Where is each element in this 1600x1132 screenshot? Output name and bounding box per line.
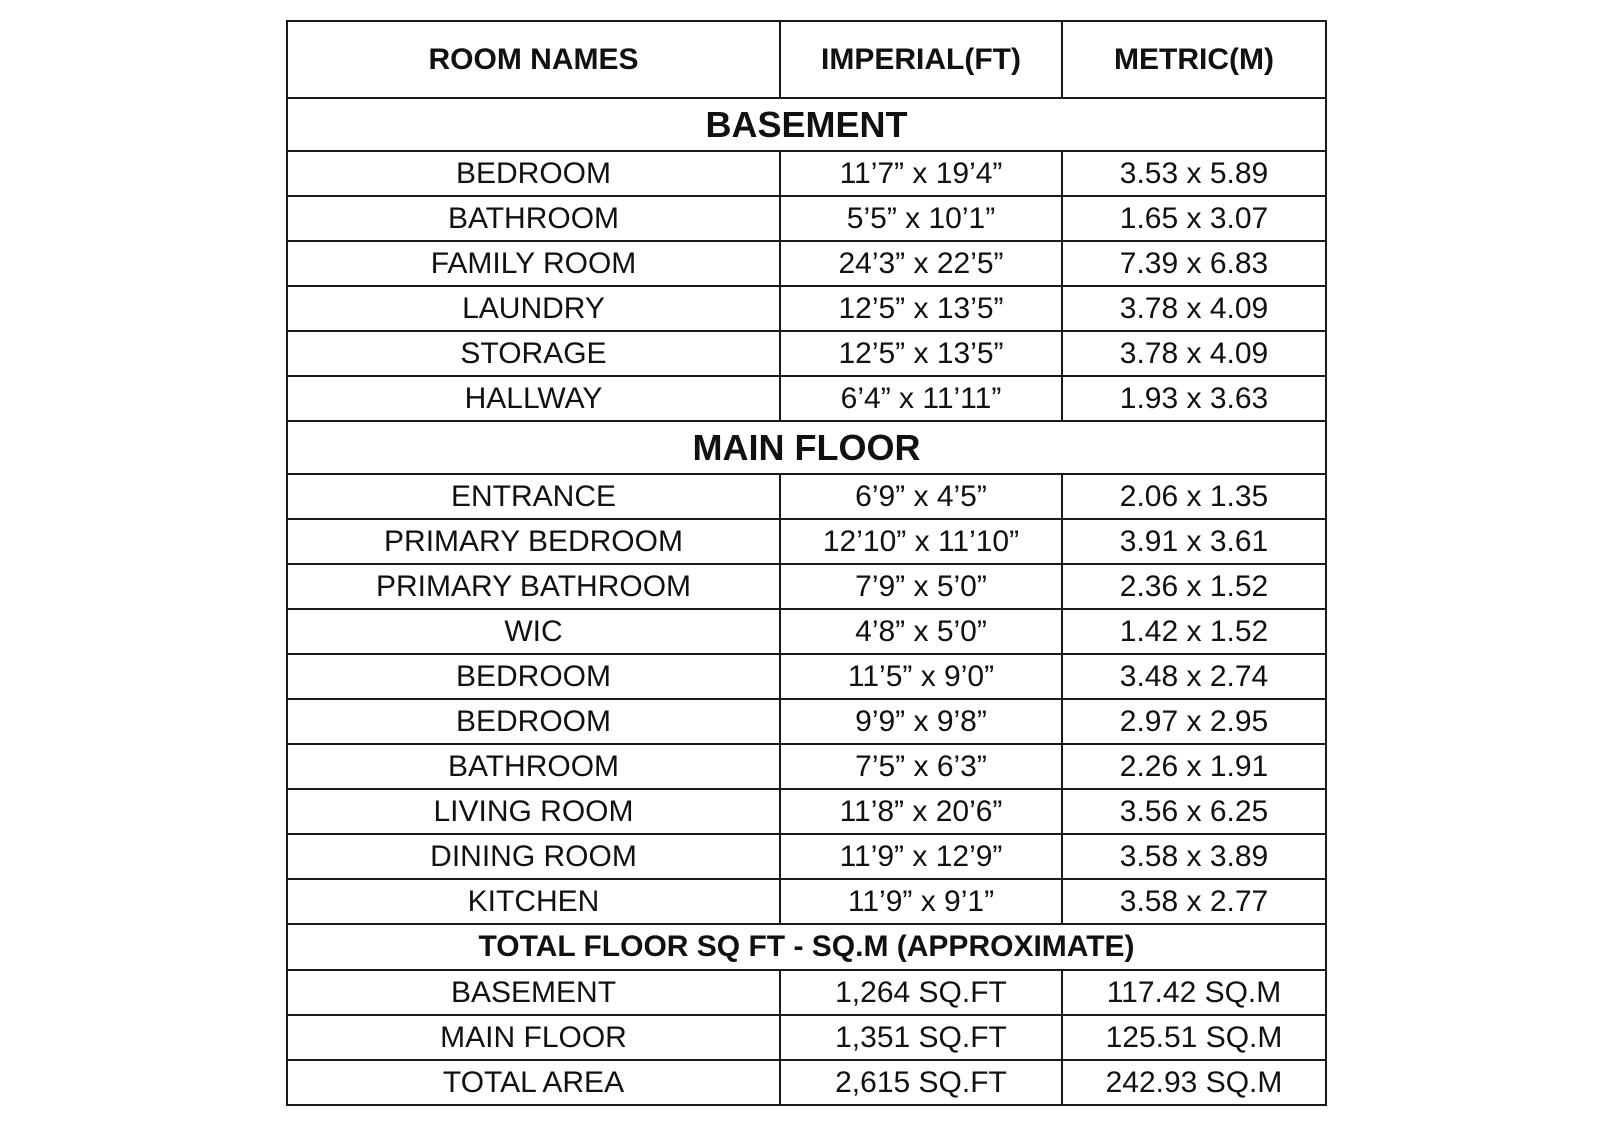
- table-row: [287, 654, 1326, 699]
- room-name-cell: HALLWAY: [287, 376, 780, 421]
- table-row: [287, 564, 1326, 609]
- table-row: [287, 286, 1326, 331]
- header-imperial: IMPERIAL(FT): [780, 21, 1062, 98]
- room-name-cell: TOTAL AREA: [287, 1060, 780, 1105]
- metric-cell: 3.91 x 3.61: [1062, 519, 1326, 564]
- metric-cell: 1.93 x 3.63: [1062, 376, 1326, 421]
- header-metric: METRIC(M): [1062, 21, 1326, 98]
- metric-cell: 3.48 x 2.74: [1062, 654, 1326, 699]
- imperial-cell: 12’5” x 13’5”: [780, 286, 1062, 331]
- table-row: [287, 241, 1326, 286]
- room-name-cell: FAMILY ROOM: [287, 241, 780, 286]
- imperial-cell: 11’5” x 9’0”: [780, 654, 1062, 699]
- imperial-cell: 2,615 SQ.FT: [780, 1060, 1062, 1105]
- metric-cell: 2.36 x 1.52: [1062, 564, 1326, 609]
- imperial-cell: 11’7” x 19’4”: [780, 151, 1062, 196]
- table-row: [287, 1060, 1326, 1105]
- metric-cell: 3.78 x 4.09: [1062, 286, 1326, 331]
- room-name-cell: MAIN FLOOR: [287, 1015, 780, 1060]
- room-name-cell: LAUNDRY: [287, 286, 780, 331]
- metric-cell: 125.51 SQ.M: [1062, 1015, 1326, 1060]
- room-name-cell: LIVING ROOM: [287, 789, 780, 834]
- room-name-cell: PRIMARY BATHROOM: [287, 564, 780, 609]
- imperial-cell: 4’8” x 5’0”: [780, 609, 1062, 654]
- imperial-cell: 24’3” x 22’5”: [780, 241, 1062, 286]
- room-name-cell: BEDROOM: [287, 699, 780, 744]
- imperial-cell: 7’5” x 6’3”: [780, 744, 1062, 789]
- metric-cell: 3.53 x 5.89: [1062, 151, 1326, 196]
- metric-cell: 1.65 x 3.07: [1062, 196, 1326, 241]
- imperial-cell: 11’9” x 9’1”: [780, 879, 1062, 924]
- metric-cell: 2.06 x 1.35: [1062, 474, 1326, 519]
- imperial-cell: 11’8” x 20’6”: [780, 789, 1062, 834]
- room-name-cell: BEDROOM: [287, 654, 780, 699]
- metric-cell: 3.58 x 3.89: [1062, 834, 1326, 879]
- room-name-cell: ENTRANCE: [287, 474, 780, 519]
- imperial-cell: 9’9” x 9’8”: [780, 699, 1062, 744]
- header-row: [287, 21, 1326, 98]
- room-name-cell: BATHROOM: [287, 196, 780, 241]
- metric-cell: 2.97 x 2.95: [1062, 699, 1326, 744]
- metric-cell: 3.78 x 4.09: [1062, 331, 1326, 376]
- metric-cell: 1.42 x 1.52: [1062, 609, 1326, 654]
- room-name-cell: BATHROOM: [287, 744, 780, 789]
- table-row: [287, 474, 1326, 519]
- imperial-cell: 6’4” x 11’11”: [780, 376, 1062, 421]
- room-dimensions-table: [286, 20, 1327, 1106]
- metric-cell: 7.39 x 6.83: [1062, 241, 1326, 286]
- table-row: [287, 196, 1326, 241]
- section-header-row: [287, 421, 1326, 474]
- room-name-cell: BEDROOM: [287, 151, 780, 196]
- table-row: [287, 1015, 1326, 1060]
- metric-cell: 3.56 x 6.25: [1062, 789, 1326, 834]
- table-row: [287, 519, 1326, 564]
- imperial-cell: 12’10” x 11’10”: [780, 519, 1062, 564]
- table-row: [287, 699, 1326, 744]
- room-name-cell: KITCHEN: [287, 879, 780, 924]
- room-name-cell: BASEMENT: [287, 970, 780, 1015]
- section-header-row: [287, 924, 1326, 970]
- room-name-cell: DINING ROOM: [287, 834, 780, 879]
- table-row: [287, 331, 1326, 376]
- table-row: [287, 970, 1326, 1015]
- section-title: BASEMENT: [287, 98, 1326, 151]
- room-name-cell: WIC: [287, 609, 780, 654]
- imperial-cell: 11’9” x 12’9”: [780, 834, 1062, 879]
- imperial-cell: 7’9” x 5’0”: [780, 564, 1062, 609]
- metric-cell: 2.26 x 1.91: [1062, 744, 1326, 789]
- table-row: [287, 376, 1326, 421]
- imperial-cell: 6’9” x 4’5”: [780, 474, 1062, 519]
- room-name-cell: PRIMARY BEDROOM: [287, 519, 780, 564]
- imperial-cell: 1,351 SQ.FT: [780, 1015, 1062, 1060]
- table-row: [287, 879, 1326, 924]
- room-name-cell: STORAGE: [287, 331, 780, 376]
- metric-cell: 242.93 SQ.M: [1062, 1060, 1326, 1105]
- imperial-cell: 5’5” x 10’1”: [780, 196, 1062, 241]
- section-header-row: [287, 98, 1326, 151]
- table-row: [287, 151, 1326, 196]
- header-room-names: ROOM NAMES: [287, 21, 780, 98]
- metric-cell: 117.42 SQ.M: [1062, 970, 1326, 1015]
- table-row: [287, 609, 1326, 654]
- metric-cell: 3.58 x 2.77: [1062, 879, 1326, 924]
- section-title: TOTAL FLOOR SQ FT - SQ.M (APPROXIMATE): [287, 924, 1326, 970]
- table-row: [287, 789, 1326, 834]
- imperial-cell: 1,264 SQ.FT: [780, 970, 1062, 1015]
- table-body: [287, 21, 1326, 1105]
- section-title: MAIN FLOOR: [287, 421, 1326, 474]
- imperial-cell: 12’5” x 13’5”: [780, 331, 1062, 376]
- table-row: [287, 744, 1326, 789]
- table-row: [287, 834, 1326, 879]
